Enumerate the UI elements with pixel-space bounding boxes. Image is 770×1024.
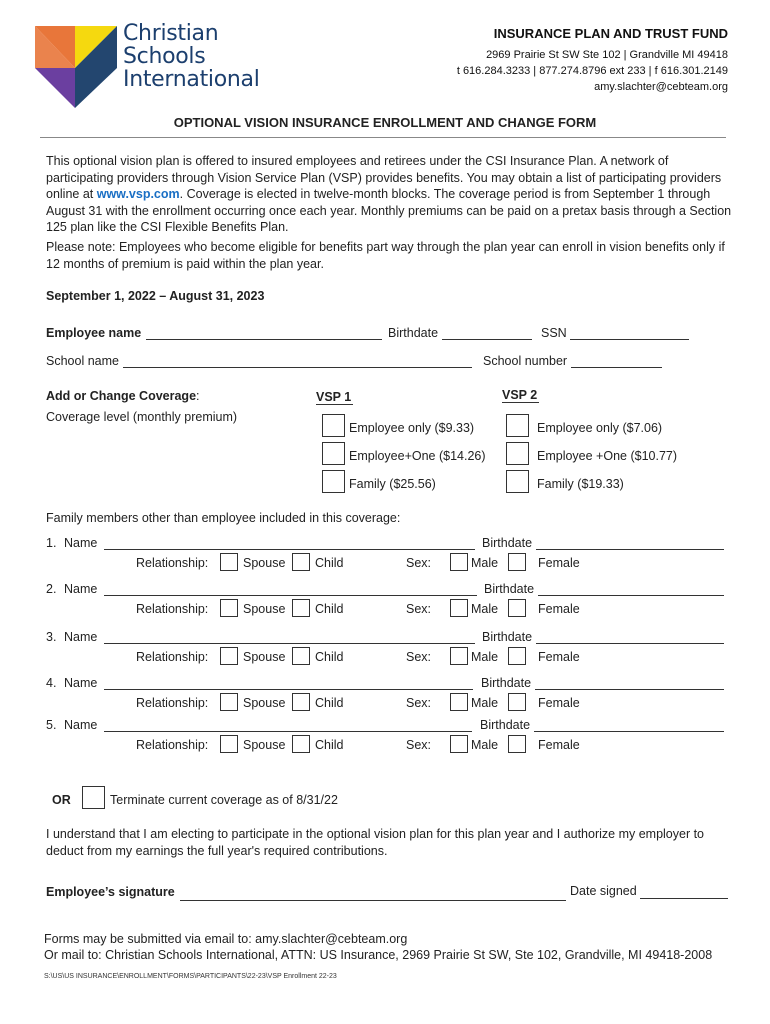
family-1-spouse-checkbox[interactable] [220,553,238,571]
family-5-female-checkbox[interactable] [508,735,526,753]
family-1-child-checkbox[interactable] [292,553,310,571]
or-label: OR [52,793,71,807]
family-2-male-label: Male [471,602,499,616]
terminate-coverage-checkbox[interactable] [82,786,105,809]
birthdate-label: Birthdate [388,326,439,340]
family-2-female-label: Female [538,602,580,616]
family-1-spouse-label: Spouse [243,556,286,570]
coverage-period: September 1, 2022 – August 31, 2023 [46,289,265,303]
family-5-name-field[interactable] [104,731,472,732]
family-2-sex-label: Sex: [406,602,432,616]
vsp1-employee-plus-one-checkbox[interactable] [322,442,345,465]
vsp2-family-checkbox[interactable] [506,470,529,493]
signature-field[interactable] [180,900,566,901]
family-5-number: 5. [46,718,57,732]
family-3-relationship-label: Relationship: [136,650,209,664]
family-1-female-label: Female [538,556,580,570]
vsp1-employee-only-checkbox[interactable] [322,414,345,437]
school-number-field[interactable] [571,367,662,368]
organization-header [457,26,728,95]
coverage-heading [46,389,200,403]
vsp2-employee-only-checkbox[interactable] [506,414,529,437]
family-2-name-field[interactable] [104,595,477,596]
vsp2-employee-plus-one-checkbox[interactable] [506,442,529,465]
family-3-male-checkbox[interactable] [450,647,468,665]
logo-wordmark [123,22,260,91]
family-5-child-checkbox[interactable] [292,735,310,753]
family-2-child-checkbox[interactable] [292,599,310,617]
signature-label: Employee’s signature [46,885,175,899]
family-2-female-checkbox[interactable] [508,599,526,617]
school-name-field[interactable] [123,367,472,368]
family-3-number: 3. [46,630,57,644]
family-5-female-label: Female [538,738,580,752]
family-4-child-label: Child [315,696,344,710]
vsp2-employee-only-label: Employee only ($7.06) [537,421,663,435]
family-4-female-label: Female [538,696,580,710]
family-2-number: 2. [46,582,57,596]
family-1-female-checkbox[interactable] [508,553,526,571]
ssn-field[interactable] [570,339,689,340]
header-email: amy.slachter@cebteam.org [594,81,728,93]
date-signed-field[interactable] [640,898,728,899]
vsp1-title: VSP 1 [316,390,352,404]
family-2-male-checkbox[interactable] [450,599,468,617]
family-1-male-checkbox[interactable] [450,553,468,571]
family-2-spouse-checkbox[interactable] [220,599,238,617]
family-1-child-label: Child [315,556,344,570]
vsp2-family-label: Family ($19.33) [537,477,624,491]
family-3-spouse-checkbox[interactable] [220,647,238,665]
family-4-birthdate-field[interactable] [535,689,724,690]
family-5-spouse-label: Spouse [243,738,286,752]
family-2-relationship-label: Relationship: [136,602,209,616]
school-number-label: School number [483,354,568,368]
family-3-female-label: Female [538,650,580,664]
submit-email-line: Forms may be submitted via email to: amy.slachter@cebteam.org [44,932,408,946]
family-4-name-label: Name [64,676,98,690]
family-3-child-checkbox[interactable] [292,647,310,665]
family-5-sex-label: Sex: [406,738,432,752]
coverage-heading-colon: : [196,389,200,403]
family-3-spouse-label: Spouse [243,650,286,664]
family-4-sex-label: Sex: [406,696,432,710]
family-3-name-field[interactable] [104,643,475,644]
form-title: OPTIONAL VISION INSURANCE ENROLLMENT AND CHANGE FORM [173,115,597,130]
family-1-sex-label: Sex: [406,556,432,570]
family-5-male-checkbox[interactable] [450,735,468,753]
family-1-birthdate-field[interactable] [536,549,724,550]
ssn-label: SSN [541,326,567,340]
family-3-female-checkbox[interactable] [508,647,526,665]
family-3-birthdate-field[interactable] [536,643,724,644]
header-address: 2969 Prairie St SW Ste 102 | Grandville MI 49418 [486,49,728,61]
authorization-statement: I understand that I am electing to participate in the optional vision plan for this plan year and I authorize my employer to deduct from my earnings the full year's required contributions. [46,827,705,858]
family-1-relationship-label: Relationship: [136,556,209,570]
title-divider [40,137,726,138]
csi-logo [35,22,117,108]
family-4-child-checkbox[interactable] [292,693,310,711]
family-2-spouse-label: Spouse [243,602,286,616]
family-4-relationship-label: Relationship: [136,696,209,710]
vsp2-employee-plus-one-label: Employee +One ($10.77) [537,449,678,463]
vsp-link[interactable]: www.vsp.com [96,187,180,201]
birthdate-field[interactable] [442,339,532,340]
family-4-spouse-label: Spouse [243,696,286,710]
coverage-heading-text: Add or Change Coverage [46,389,197,403]
employee-name-field[interactable] [146,339,382,340]
family-2-birthdate-field[interactable] [538,595,724,596]
file-path: S:\US\US INSURANCE\ENROLLMENT\FORMS\PARTICIPANTS\22-23\VSP Enrollment 22-23 [44,973,337,980]
family-1-number: 1. [46,536,57,550]
family-4-number: 4. [46,676,57,690]
family-3-birthdate-label: Birthdate [482,630,533,644]
date-signed-label: Date signed [570,884,637,898]
vsp2-title-underline [502,402,539,403]
family-2-name-label: Name [64,582,98,596]
header-title: INSURANCE PLAN AND TRUST FUND [493,26,728,41]
vsp2-title: VSP 2 [502,388,538,402]
school-name-label: School name [46,354,119,368]
family-5-relationship-label: Relationship: [136,738,209,752]
family-3-name-label: Name [64,630,98,644]
vsp1-family-label: Family ($25.56) [349,477,436,491]
family-3-child-label: Child [315,650,344,664]
vsp1-family-checkbox[interactable] [322,470,345,493]
vsp1-employee-only-label: Employee only ($9.33) [349,421,475,435]
employee-name-label: Employee name [46,326,142,340]
family-1-name-label: Name [64,536,98,550]
coverage-level-label: Coverage level (monthly premium) [46,410,238,424]
submit-mail-line: Or mail to: Christian Schools International, ATTN: US Insurance, 2969 Prairie St SW, Ste 102, Grandville, MI 49418-2008 [44,948,713,962]
family-5-name-label: Name [64,718,98,732]
family-5-birthdate-label: Birthdate [480,718,531,732]
family-4-name-field[interactable] [104,689,473,690]
logo-line-3: International [123,67,260,92]
intro-text-b: . Coverage is elected in twelve-month blocks. The coverage period is from September 1 through August 31 with the enrollment occurring once each year. Monthly premiums can be paid on a pretax basis through a Section 125 plan like the CSI Flexible Benefits Plan. [46,187,732,234]
logo-line-2: Schools [123,44,206,69]
vsp1-title-underline [316,404,353,405]
intro-text-a: This optional vision plan is offered to insured employees and retirees under the CSI Insurance Plan. A network of participating providers through Vision Service Plan (VSP) provides benefits. You may obtain a list of participating providers online at [46,154,722,201]
family-4-female-checkbox[interactable] [508,693,526,711]
family-5-spouse-checkbox[interactable] [220,735,238,753]
family-4-spouse-checkbox[interactable] [220,693,238,711]
logo-line-1: Christian [123,21,219,46]
terminate-coverage-label: Terminate current coverage as of 8/31/22 [110,793,338,807]
family-4-male-checkbox[interactable] [450,693,468,711]
logo-mark-icon [35,22,117,108]
family-5-birthdate-field[interactable] [534,731,724,732]
vsp1-employee-plus-one-label: Employee+One ($14.26) [349,449,486,463]
family-4-male-label: Male [471,696,499,710]
family-5-child-label: Child [315,738,344,752]
family-4-birthdate-label: Birthdate [481,676,532,690]
intro-paragraph [46,153,736,236]
family-5-male-label: Male [471,738,499,752]
family-1-male-label: Male [471,556,499,570]
family-1-birthdate-label: Birthdate [482,536,533,550]
family-intro: Family members other than employee included in this coverage: [46,511,401,525]
header-phones: t 616.284.3233 | 877.274.8796 ext 233 | f 616.301.2149 [456,65,728,77]
family-2-birthdate-label: Birthdate [484,582,535,596]
family-3-male-label: Male [471,650,499,664]
eligibility-note: Please note: Employees who become eligible for benefits part way through the plan year can enroll in vision benefits only if 12 months of premium is paid within the plan year. [46,240,725,271]
family-2-child-label: Child [315,602,344,616]
family-1-name-field[interactable] [104,549,475,550]
family-3-sex-label: Sex: [406,650,432,664]
